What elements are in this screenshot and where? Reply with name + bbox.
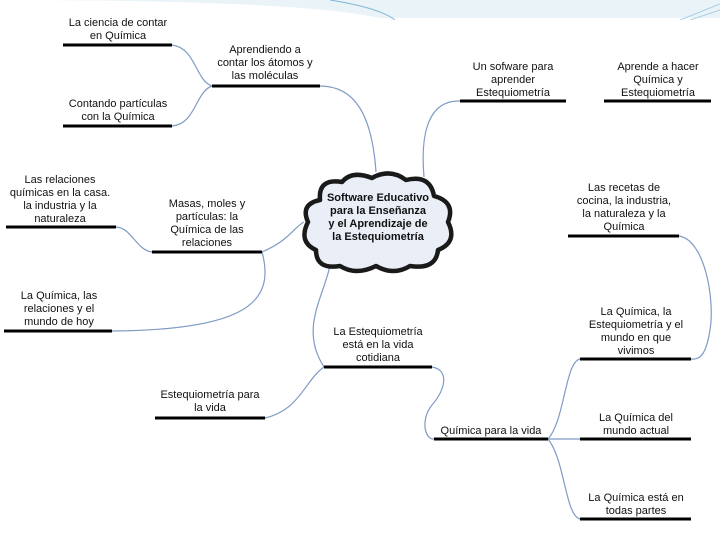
connector-atomos-contando <box>172 86 212 126</box>
connector-center-atomos <box>320 86 376 172</box>
connector-masas-mundo <box>112 252 265 331</box>
node-estequiometria-cotidiana: La Estequiometría está en la vida cotidiana <box>333 326 423 364</box>
node-quimica-todas-partes: La Química está en todas partes <box>588 492 684 517</box>
node-aprendiendo-atomos: Aprendiendo a contar los átomos y las moléculas <box>217 44 313 82</box>
connector-center-software <box>423 101 460 177</box>
node-estequiometria-para-vida: Estequiometría para la vida <box>160 389 260 414</box>
node-aprende-hacer: Aprende a hacer Química y Estequiometría <box>617 61 699 99</box>
node-quimica-mundo-actual: La Química del mundo actual <box>599 412 673 437</box>
node-quimica-estequiometria-mundo: La Química, la Estequiometría y el mundo en que vivimos <box>588 306 684 357</box>
node-masas-moles: Masas, moles y partículas: la Química de las relaciones <box>168 198 246 249</box>
node-software-aprender: Un sofware para aprender Estequiometría <box>472 61 554 99</box>
node-quimica-para-vida: Química para la vida <box>440 425 542 437</box>
node-quimica-mundo-hoy: La Química, las relaciones y el mundo de hoy <box>20 290 98 328</box>
node-contando-particulas: Contando partículas con la Química <box>68 98 168 123</box>
node-recetas-cocina: Las recetas de cocina, la industria, la naturaleza y la Química <box>576 182 672 233</box>
node-ciencia-contar: La ciencia de contar en Química <box>68 17 168 42</box>
central-topic: Software Educativo para la Enseñanza y el Aprendizaje de la Estequiometría <box>326 192 430 243</box>
node-relaciones-casa: Las relaciones químicas en la casa. la industria y la naturaleza <box>9 174 111 225</box>
connector-cotidiana-para-vida <box>265 367 324 418</box>
